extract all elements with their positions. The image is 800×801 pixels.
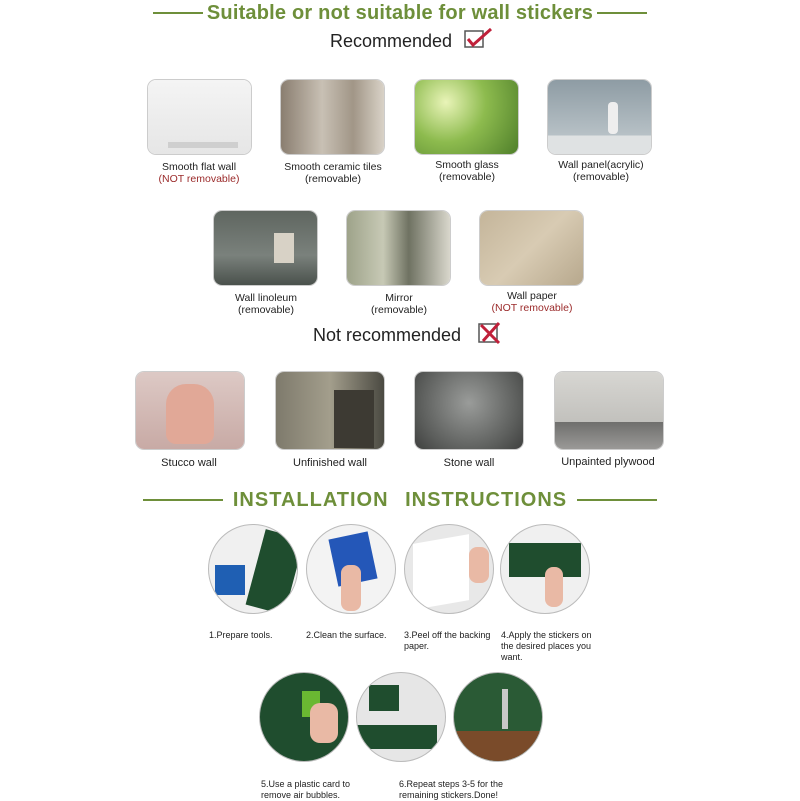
thumb-mirror: [347, 211, 450, 285]
caption-name: Wall panel(acrylic): [558, 159, 644, 171]
caption-name: Smooth glass: [435, 159, 499, 171]
caption-wall-linoleum: [191, 292, 341, 316]
caption-note: (removable): [438, 171, 496, 183]
caption-name: Smooth flat wall: [161, 161, 237, 173]
caption-smooth-glass: [392, 159, 542, 183]
thumb-smooth-ceramic-tiles: [281, 80, 384, 154]
thumb-wall-panel: [548, 80, 651, 154]
caption-unfinished-wall: Unfinished wall: [293, 457, 367, 469]
caption-note: (NOT removable): [491, 302, 573, 314]
caption-name: Wall paper: [507, 290, 557, 302]
caption-note: (NOT removable): [158, 173, 240, 185]
thumb-smooth-flat-wall: [148, 80, 251, 154]
thumb-wall-linoleum: [214, 211, 317, 285]
thumb-wall-paper: [480, 211, 583, 285]
caption-stone-wall: Stone wall: [443, 457, 495, 469]
title-right-rule: [597, 12, 647, 14]
step-1-image: [208, 524, 298, 614]
caption-note: (removable): [370, 304, 428, 316]
section-title-suitable: [0, 0, 800, 26]
not-recommended-heading: [313, 321, 503, 350]
check-icon: [464, 27, 494, 56]
section-title-installation: [0, 488, 800, 512]
cross-icon: [477, 321, 503, 350]
caption-name: Smooth ceramic tiles: [284, 161, 382, 173]
step-3-image: [404, 524, 494, 614]
thumb-unfinished-wall: [276, 372, 384, 449]
caption-smooth-flat-wall: [124, 161, 274, 185]
step-4-caption: 4.Apply the stickers on the desired places you want.: [501, 630, 592, 662]
caption-smooth-ceramic-tiles: [258, 161, 408, 185]
caption-note: (removable): [304, 173, 362, 185]
recommended-label: Recommended: [330, 31, 453, 51]
installation-title: INSTALLATION INSTRUCTIONS: [232, 488, 568, 511]
step-6b-image: [453, 672, 543, 762]
step-6a-image: [356, 672, 446, 762]
step-1-caption: 1.Prepare tools.: [209, 630, 273, 640]
title-right-rule: [577, 499, 657, 501]
step-4-image: [500, 524, 590, 614]
thumb-stone-wall: [415, 372, 523, 449]
caption-stucco-wall: Stucco wall: [161, 457, 217, 469]
caption-wall-paper: [457, 290, 607, 314]
thumb-smooth-glass: [415, 80, 518, 154]
title-left-rule: [153, 12, 203, 14]
caption-wall-panel: [526, 159, 676, 183]
step-5-image: [259, 672, 349, 762]
caption-note: (removable): [237, 304, 295, 316]
thumb-stucco-wall: [136, 372, 244, 449]
recommended-heading: [330, 27, 494, 56]
step-3-caption: 3.Peel off the backing paper.: [404, 630, 491, 651]
step-5-caption: 5.Use a plastic card to remove air bubbles.: [261, 779, 351, 800]
step-6-caption: 6.Repeat steps 3-5 for the remaining stickers.Done!: [399, 779, 504, 800]
title-left-rule: [143, 499, 223, 501]
caption-name: Wall linoleum: [234, 292, 298, 304]
caption-name: Mirror: [385, 292, 413, 304]
step-2-image: [306, 524, 396, 614]
not-recommended-label: Not recommended: [313, 325, 462, 345]
thumb-unpainted-plywood: [555, 372, 663, 449]
page-title: Suitable or not suitable for wall stickers: [206, 1, 594, 24]
caption-unpainted-plywood: Unpainted plywood: [561, 456, 655, 468]
caption-note: (removable): [572, 171, 630, 183]
step-2-caption: 2.Clean the surface.: [306, 630, 387, 640]
caption-mirror: [324, 292, 474, 316]
